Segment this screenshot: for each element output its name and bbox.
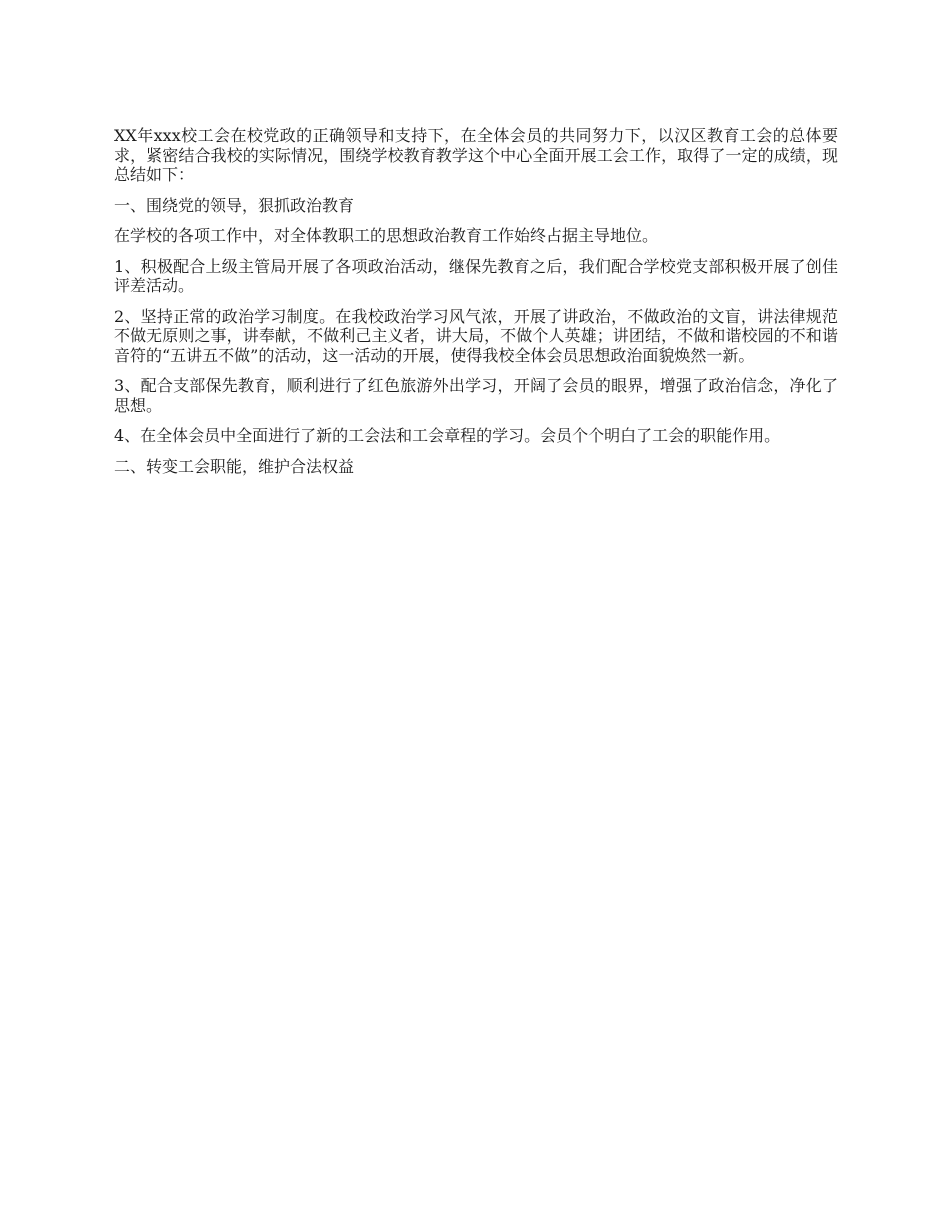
section-heading-2: 二、转变工会职能，维护合法权益	[114, 456, 355, 476]
section-heading-1: 一、围绕党的领导，狠抓政治教育	[114, 195, 355, 215]
item-1-paragraph: 1、积极配合上级主管局开展了各项政治活动，继保先教育之后，我们配合学校党支部积极开展了创佳评差活动。	[114, 256, 838, 295]
item-4-paragraph: 4、在全体会员中全面进行了新的工会法和工会章程的学习。会员个个明白了工会的职能作用。	[114, 426, 781, 445]
item-2-paragraph: 2、坚持正常的政治学习制度。在我校政治学习风气浓，开展了讲政治，不做政治的文盲，讲法律规范不做无原则之事，讲奉献，不做利己主义者，讲大局，不做个人英雄；讲团结，不做和谐校园的不和谐音符的“五讲五不做”的活动，这一活动的开展，使得我校全体会员思想政治面貌焕然一新。	[114, 306, 838, 365]
item-3-paragraph: 3、配合支部保先教育，顺利进行了红色旅游外出学习，开阔了会员的眼界，增强了政治信念，净化了思想。	[114, 376, 838, 415]
intro-paragraph: XX年xxx校工会在校党政的正确领导和支持下，在全体会员的共同努力下，以汉区教育工会的总体要求，紧密结合我校的实际情况，围绕学校教育教学这个中心全面开展工会工作，取得了一定的成绩，现总结如下：	[114, 126, 838, 184]
section-1-intro: 在学校的各项工作中，对全体教职工的思想政治教育工作始终占据主导地位。	[114, 226, 659, 245]
